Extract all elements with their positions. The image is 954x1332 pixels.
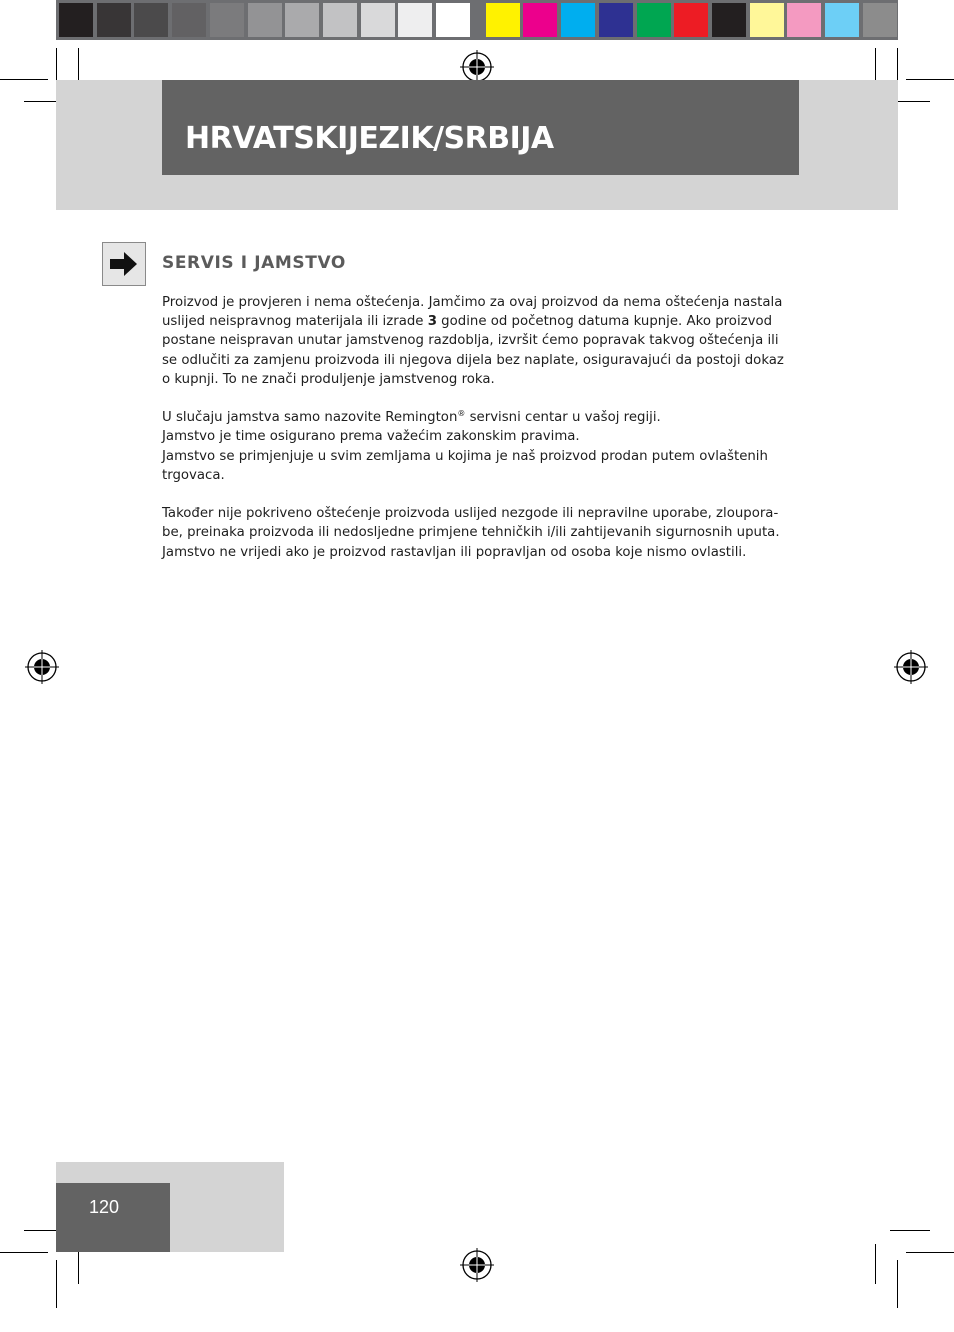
text-span: godine od početnog datuma kupnje. Ako proizvod [436,314,773,330]
warranty-paragraph-1 [162,293,802,389]
crop-mark [897,1260,898,1308]
color-swatch [323,3,357,37]
text-span: uslijed neispravnog materijala ili izrade [162,314,428,330]
crop-mark [890,1230,930,1231]
crop-mark [875,1244,876,1284]
text-line: o kupnji. To ne znači produljenje jamstvenog roka. [162,371,495,387]
text-line: be, preinaka proizvoda ili nedosljedne primjene tehničkih i/ili zahtijevanih sigurnosnih uputa. [162,525,780,541]
registration-target-icon [460,50,494,84]
page-number: 120 [89,1197,120,1217]
footer-box [56,1183,170,1252]
warranty-paragraph-3 [162,504,802,562]
registration-target-icon [894,650,928,684]
color-swatch [561,3,595,37]
color-swatch [172,3,206,37]
arrow-box [102,242,146,286]
color-swatch [486,3,520,37]
arrow-right-icon [103,243,145,285]
crop-mark [0,1252,48,1253]
text-line: Proizvod je provjeren i nema oštećenja. Jamčimo za ovaj proizvod da nema oštećenja nastala [162,295,783,310]
text-line: postane neispravan unutar jamstvenog razdoblja, izvršit ćemo popravak takvog oštećenja ili [162,333,779,349]
color-swatch [863,3,897,37]
color-swatch [210,3,244,37]
warranty-paragraph-2 [162,408,802,485]
color-swatch [599,3,633,37]
crop-mark [56,1260,57,1308]
text-line [162,408,802,427]
text-span: U slučaju jamstva samo nazovite Remington [162,410,458,426]
crop-mark [0,79,48,80]
color-swatch [59,3,93,37]
color-swatch [750,3,784,37]
crop-mark [906,79,954,80]
text-span: servisni centar u vašoj regiji. [465,410,661,426]
color-swatch [637,3,671,37]
color-swatch [674,3,708,37]
text-line: se odlučiti za zamjenu proizvoda ili njegova dijela bez naplate, osiguravajući da postoji dokaz [162,352,784,368]
registered-mark: ® [457,409,466,419]
page-title: HRVATSKIJEZIK/SRBIJA [185,121,554,156]
color-calibration-bar [56,0,898,40]
color-swatch [523,3,557,37]
color-swatch [825,3,859,37]
text-line: Jamstvo ne vrijedi ako je proizvod rastavljan ili popravljan od osoba koje nismo ovlastili. [162,544,747,560]
text-line: trgovaca. [162,467,225,483]
text-line [162,312,802,331]
registration-target-icon [25,650,59,684]
crop-mark [906,1252,954,1253]
warranty-years: 3 [427,314,437,330]
text-line: Također nije pokriveno oštećenje proizvoda uslijed nezgode ili nepravilne uporabe, zloupora- [162,506,779,522]
color-swatch [134,3,168,37]
color-swatch [787,3,821,37]
color-swatch [712,3,746,37]
color-swatch [436,3,470,37]
section-heading: SERVIS I JAMSTVO [162,253,346,273]
text-line: Jamstvo je time osigurano prema važećim zakonskim pravima. [162,429,580,445]
registration-target-icon [460,1248,494,1282]
color-swatch [361,3,395,37]
text-line: Jamstvo se primjenjuje u svim zemljama u kojima je naš proizvod prodan putem ovlaštenih [162,448,768,464]
color-swatch [248,3,282,37]
warranty-text [162,293,802,581]
color-swatch [398,3,432,37]
color-swatch [97,3,131,37]
color-swatch [285,3,319,37]
